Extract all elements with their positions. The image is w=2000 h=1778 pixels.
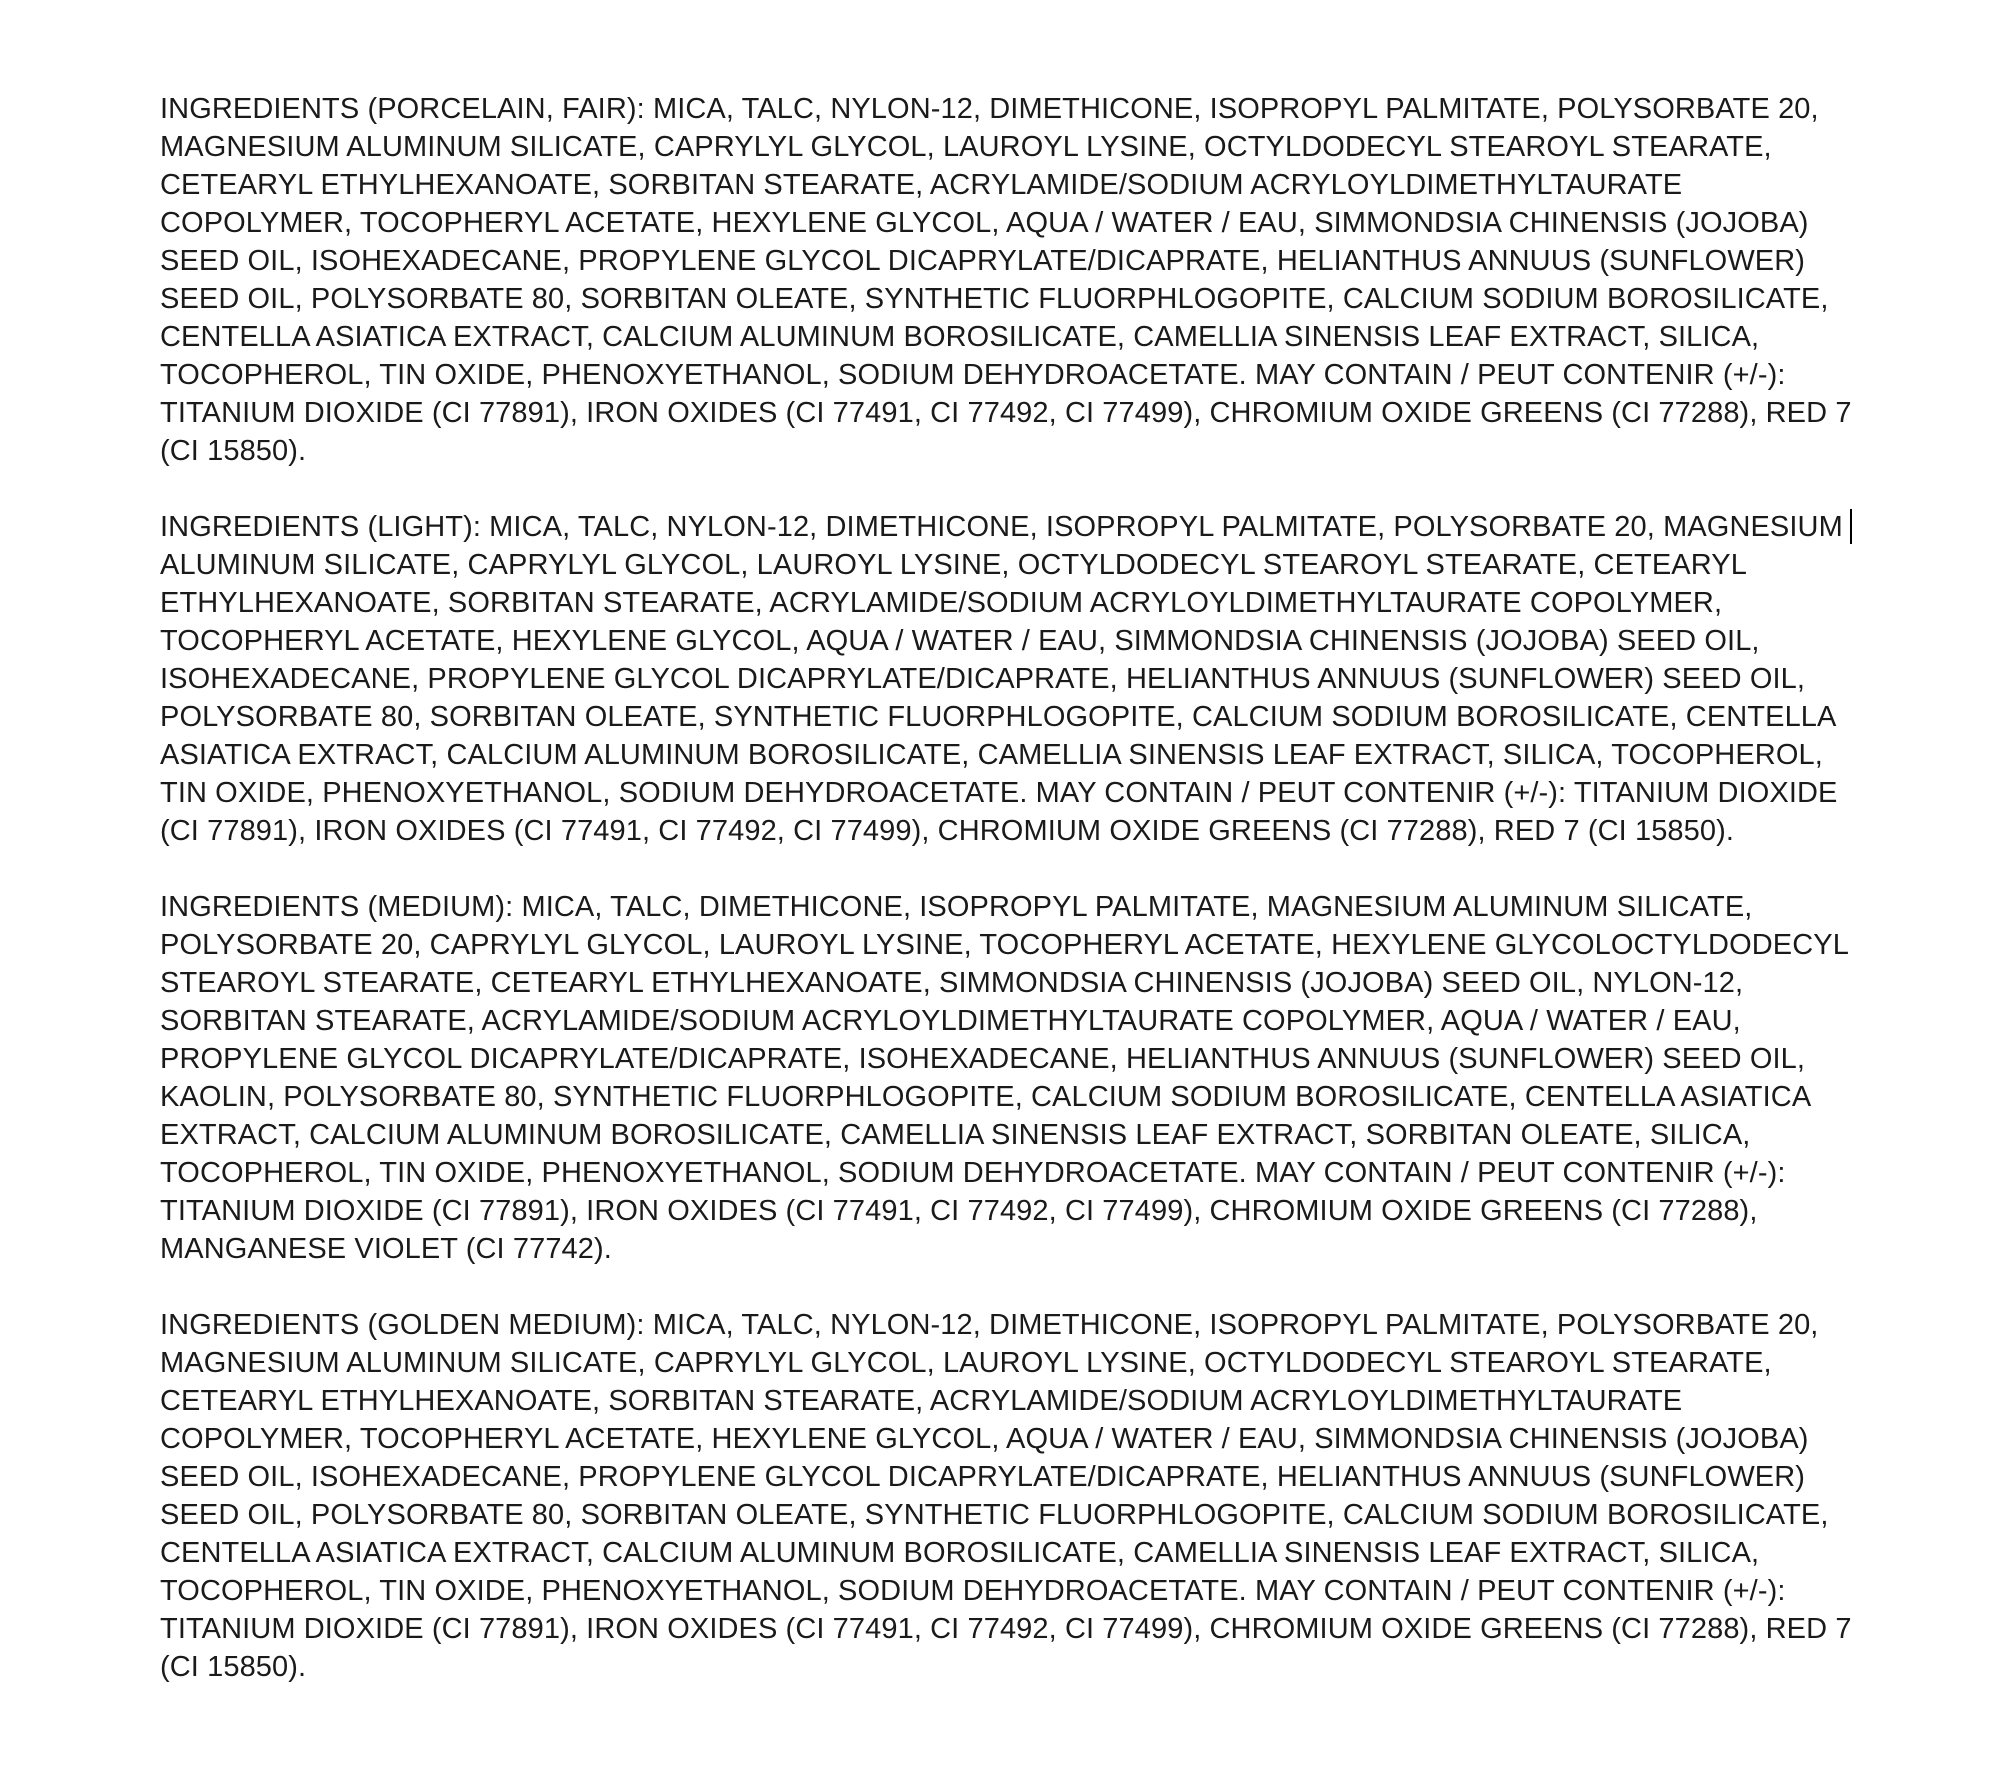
- text-line[interactable]: ALUMINUM SILICATE, CAPRYLYL GLYCOL, LAUROYL LYSINE, OCTYLDODECYL STEAROYL STEARATE, CETEARYL: [160, 549, 1747, 581]
- text-line[interactable]: ISOHEXADECANE, PROPYLENE GLYCOL DICAPRYLATE/DICAPRATE, HELIANTHUS ANNUUS (SUNFLOWER) SEED OIL,: [160, 663, 1806, 695]
- text-line[interactable]: SEED OIL, POLYSORBATE 80, SORBITAN OLEATE, SYNTHETIC FLUORPHLOGOPITE, CALCIUM SODIUM BOROSILICATE,: [160, 1499, 1829, 1531]
- text-line[interactable]: CETEARYL ETHYLHEXANOATE, SORBITAN STEARATE, ACRYLAMIDE/SODIUM ACRYLOYLDIMETHYLTAURATE: [160, 1385, 1683, 1417]
- text-line[interactable]: SEED OIL, ISOHEXADECANE, PROPYLENE GLYCOL DICAPRYLATE/DICAPRATE, HELIANTHUS ANNUUS (SUNFLOWER): [160, 1461, 1806, 1493]
- text-line[interactable]: TITANIUM DIOXIDE (CI 77891), IRON OXIDES (CI 77491, CI 77492, CI 77499), CHROMIUM OXIDE GREENS (CI 77288), RED 7: [160, 1613, 1852, 1645]
- text-line[interactable]: SEED OIL, ISOHEXADECANE, PROPYLENE GLYCOL DICAPRYLATE/DICAPRATE, HELIANTHUS ANNUUS (SUNFLOWER): [160, 245, 1806, 277]
- text-line[interactable]: CENTELLA ASIATICA EXTRACT, CALCIUM ALUMINUM BOROSILICATE, CAMELLIA SINENSIS LEAF EXTRACT, SILICA,: [160, 321, 1760, 353]
- text-line[interactable]: INGREDIENTS (MEDIUM): MICA, TALC, DIMETHICONE, ISOPROPYL PALMITATE, MAGNESIUM ALUMINUM SILICATE,: [160, 891, 1753, 923]
- text-line[interactable]: TITANIUM DIOXIDE (CI 77891), IRON OXIDES (CI 77491, CI 77492, CI 77499), CHROMIUM OXIDE GREENS (CI 77288),: [160, 1195, 1758, 1227]
- text-line[interactable]: TOCOPHEROL, TIN OXIDE, PHENOXYETHANOL, SODIUM DEHYDROACETATE. MAY CONTAIN / PEUT CONTENIR (+/-):: [160, 1575, 1786, 1607]
- text-line[interactable]: STEAROYL STEARATE, CETEARYL ETHYLHEXANOATE, SIMMONDSIA CHINENSIS (JOJOBA) SEED OIL, NYLON-12,: [160, 967, 1744, 999]
- text-line[interactable]: COPOLYMER, TOCOPHERYL ACETATE, HEXYLENE GLYCOL, AQUA / WATER / EAU, SIMMONDSIA CHINENSIS (JOJOBA): [160, 207, 1809, 239]
- text-line[interactable]: ETHYLHEXANOATE, SORBITAN STEARATE, ACRYLAMIDE/SODIUM ACRYLOYLDIMETHYLTAURATE COPOLYMER,: [160, 587, 1723, 619]
- paragraph-ingredients-medium: [160, 888, 1960, 1268]
- text-line[interactable]: KAOLIN, POLYSORBATE 80, SYNTHETIC FLUORPHLOGOPITE, CALCIUM SODIUM BOROSILICATE, CENTELLA ASIATICA: [160, 1081, 1812, 1113]
- text-line[interactable]: MAGNESIUM ALUMINUM SILICATE, CAPRYLYL GLYCOL, LAUROYL LYSINE, OCTYLDODECYL STEAROYL STEARATE,: [160, 131, 1772, 163]
- text-line[interactable]: MANGANESE VIOLET (CI 77742).: [160, 1233, 612, 1265]
- text-line[interactable]: MAGNESIUM ALUMINUM SILICATE, CAPRYLYL GLYCOL, LAUROYL LYSINE, OCTYLDODECYL STEAROYL STEARATE,: [160, 1347, 1772, 1379]
- text-line[interactable]: INGREDIENTS (PORCELAIN, FAIR): MICA, TALC, NYLON-12, DIMETHICONE, ISOPROPYL PALMITATE, POLYSORBATE 20,: [160, 93, 1819, 125]
- text-line[interactable]: POLYSORBATE 20, CAPRYLYL GLYCOL, LAUROYL LYSINE, TOCOPHERYL ACETATE, HEXYLENE GLYCOLOCTYLDODECYL: [160, 929, 1849, 961]
- text-line[interactable]: TOCOPHERYL ACETATE, HEXYLENE GLYCOL, AQUA / WATER / EAU, SIMMONDSIA CHINENSIS (JOJOBA) SEED OIL,: [160, 625, 1760, 657]
- text-line[interactable]: TOCOPHEROL, TIN OXIDE, PHENOXYETHANOL, SODIUM DEHYDROACETATE. MAY CONTAIN / PEUT CONTENIR (+/-):: [160, 359, 1786, 391]
- text-line[interactable]: CETEARYL ETHYLHEXANOATE, SORBITAN STEARATE, ACRYLAMIDE/SODIUM ACRYLOYLDIMETHYLTAURATE: [160, 169, 1683, 201]
- text-line[interactable]: ASIATICA EXTRACT, CALCIUM ALUMINUM BOROSILICATE, CAMELLIA SINENSIS LEAF EXTRACT, SILICA, TOCOPHEROL,: [160, 739, 1823, 771]
- text-line[interactable]: INGREDIENTS (LIGHT): MICA, TALC, NYLON-12, DIMETHICONE, ISOPROPYL PALMITATE, POLYSORBATE 20, MAGNESIUM: [160, 508, 1960, 546]
- text-line[interactable]: INGREDIENTS (GOLDEN MEDIUM): MICA, TALC, NYLON-12, DIMETHICONE, ISOPROPYL PALMITATE, POLYSORBATE 20,: [160, 1309, 1819, 1341]
- paragraph-ingredients-light: [160, 508, 1960, 850]
- paragraph-ingredients-porcelain-fair: [160, 90, 1960, 470]
- text-line[interactable]: (CI 77891), IRON OXIDES (CI 77491, CI 77492, CI 77499), CHROMIUM OXIDE GREENS (CI 77288), RED 7 (CI 15850).: [160, 815, 1735, 847]
- paragraph-ingredients-golden-medium: [160, 1306, 1960, 1686]
- text-line[interactable]: TITANIUM DIOXIDE (CI 77891), IRON OXIDES (CI 77491, CI 77492, CI 77499), CHROMIUM OXIDE GREENS (CI 77288), RED 7: [160, 397, 1852, 429]
- text-line[interactable]: CENTELLA ASIATICA EXTRACT, CALCIUM ALUMINUM BOROSILICATE, CAMELLIA SINENSIS LEAF EXTRACT, SILICA,: [160, 1537, 1760, 1569]
- text-line[interactable]: COPOLYMER, TOCOPHERYL ACETATE, HEXYLENE GLYCOL, AQUA / WATER / EAU, SIMMONDSIA CHINENSIS (JOJOBA): [160, 1423, 1809, 1455]
- text-cursor: [1850, 509, 1853, 544]
- text-line[interactable]: SORBITAN STEARATE, ACRYLAMIDE/SODIUM ACRYLOYLDIMETHYLTAURATE COPOLYMER, AQUA / WATER / EAU,: [160, 1005, 1741, 1037]
- text-line[interactable]: (CI 15850).: [160, 1651, 307, 1683]
- text-line[interactable]: TIN OXIDE, PHENOXYETHANOL, SODIUM DEHYDROACETATE. MAY CONTAIN / PEUT CONTENIR (+/-): TITANIUM DIOXIDE: [160, 777, 1838, 809]
- text-line[interactable]: TOCOPHEROL, TIN OXIDE, PHENOXYETHANOL, SODIUM DEHYDROACETATE. MAY CONTAIN / PEUT CONTENIR (+/-):: [160, 1157, 1786, 1189]
- text-line[interactable]: (CI 15850).: [160, 435, 307, 467]
- text-line[interactable]: SEED OIL, POLYSORBATE 80, SORBITAN OLEATE, SYNTHETIC FLUORPHLOGOPITE, CALCIUM SODIUM BOROSILICATE,: [160, 283, 1829, 315]
- text-line[interactable]: POLYSORBATE 80, SORBITAN OLEATE, SYNTHETIC FLUORPHLOGOPITE, CALCIUM SODIUM BOROSILICATE, CENTELLA: [160, 701, 1837, 733]
- text-line[interactable]: EXTRACT, CALCIUM ALUMINUM BOROSILICATE, CAMELLIA SINENSIS LEAF EXTRACT, SORBITAN OLEATE, SILICA,: [160, 1119, 1751, 1151]
- text-line[interactable]: PROPYLENE GLYCOL DICAPRYLATE/DICAPRATE, ISOHEXADECANE, HELIANTHUS ANNUUS (SUNFLOWER) SEED OIL,: [160, 1043, 1806, 1075]
